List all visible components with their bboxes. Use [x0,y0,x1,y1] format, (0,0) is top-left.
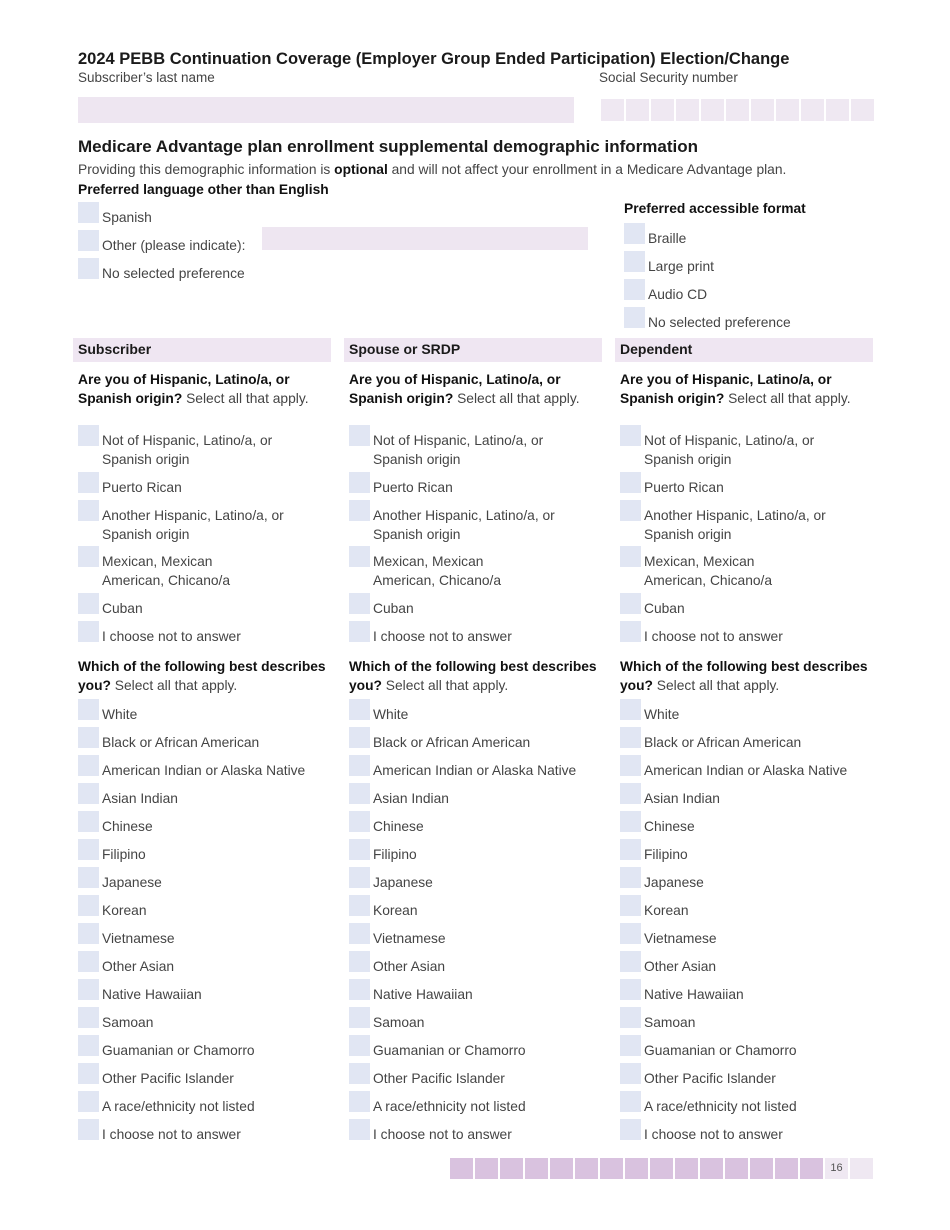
question-bold: Which of the following best describes you? [620,659,868,693]
race-option[interactable] [349,957,602,985]
checkbox[interactable] [78,258,99,279]
option-label: Native Hawaiian [102,987,202,1002]
option-label: Native Hawaiian [373,987,473,1002]
race-option[interactable] [78,1013,331,1041]
option-label: Chinese [102,819,153,834]
race-option[interactable] [349,789,602,817]
hispanic-option[interactable] [620,506,873,552]
ssn-digit-box[interactable] [826,99,849,121]
option-label: Mexican, Mexican American, Chicano/a [373,554,502,588]
option-label: Another Hispanic, Latino/a, or Spanish origin [102,508,284,542]
option-label: Vietnamese [102,931,175,946]
checkbox[interactable] [78,500,99,521]
race-option[interactable] [78,1069,331,1097]
option-label: Filipino [102,847,146,862]
checkbox[interactable] [78,472,99,493]
checkbox[interactable] [349,621,370,642]
checkbox[interactable] [349,546,370,567]
race-option[interactable] [78,901,331,929]
checkbox[interactable] [78,1063,99,1084]
checkbox[interactable] [624,251,645,272]
checkbox[interactable] [78,1007,99,1028]
checkbox[interactable] [620,1063,641,1084]
footer-block [625,1158,648,1179]
option-label: A race/ethnicity not listed [644,1099,797,1114]
intro-text: Providing this demographic information is [78,162,335,177]
option-label: Native Hawaiian [644,987,744,1002]
footer-block [800,1158,823,1179]
option-label: Korean [102,903,147,918]
column-dependent [615,338,873,1153]
hispanic-options [615,431,873,655]
subscriber-last-name-label: Subscriber’s last name [78,70,215,85]
race-option[interactable] [349,1125,602,1153]
hispanic-option[interactable] [349,478,602,506]
option-label: No selected preference [648,315,791,330]
hispanic-option[interactable] [620,478,873,506]
race-option[interactable] [349,705,602,733]
race-option[interactable] [620,789,873,817]
hispanic-option[interactable] [78,431,331,478]
option-label: Filipino [644,847,688,862]
option-label: Japanese [373,875,433,890]
option-label: A race/ethnicity not listed [373,1099,526,1114]
option-label: Cuban [102,601,143,616]
option-label: American Indian or Alaska Native [373,763,577,778]
question-bold: Are you of Hispanic, Latino/a, or Spanish origin? [78,372,290,406]
ssn-field[interactable] [601,99,874,121]
checkbox[interactable] [78,230,99,251]
race-option[interactable] [620,817,873,845]
footer-block [850,1158,873,1179]
checkbox[interactable] [78,1119,99,1140]
race-option[interactable] [620,985,873,1013]
ssn-digit-box[interactable] [851,99,874,121]
option-label: Korean [373,903,418,918]
option-label: Not of Hispanic, Latino/a, or Spanish origin [644,433,815,467]
hispanic-option[interactable] [620,599,873,627]
page-number: 16 [825,1158,848,1179]
ssn-digit-box[interactable] [751,99,774,121]
ssn-digit-box[interactable] [726,99,749,121]
option-label: I choose not to answer [644,1127,783,1142]
footer-block [500,1158,523,1179]
checkbox[interactable] [624,223,645,244]
checkbox[interactable] [78,1091,99,1112]
race-options [73,705,331,1153]
checkbox[interactable] [624,279,645,300]
option-label: Other (please indicate): [102,238,246,253]
option-label: Black or African American [102,735,260,750]
race-option[interactable] [620,929,873,957]
checkbox[interactable] [349,727,370,748]
checkbox[interactable] [620,923,641,944]
footer-block [475,1158,498,1179]
question-rest: Select all that apply. [724,391,851,406]
option-label: Asian Indian [644,791,720,806]
checkbox[interactable] [620,425,641,446]
column-spouse [344,338,602,1153]
hispanic-option[interactable] [620,552,873,599]
footer-block [575,1158,598,1179]
race-option[interactable] [78,789,331,817]
footer-block [700,1158,723,1179]
option-label: Guamanian or Chamorro [102,1043,255,1058]
checkbox[interactable] [624,307,645,328]
checkbox[interactable] [620,1119,641,1140]
option-label: Asian Indian [102,791,178,806]
option-label: Mexican, Mexican American, Chicano/a [644,554,773,588]
race-question [615,657,873,695]
footer-block [675,1158,698,1179]
footer-block [775,1158,798,1179]
race-option[interactable] [78,873,331,901]
hispanic-option[interactable] [349,431,602,478]
checkbox[interactable] [349,979,370,1000]
option-label: Guamanian or Chamorro [373,1043,526,1058]
race-option[interactable] [620,733,873,761]
race-option[interactable] [78,761,331,789]
question-bold: Which of the following best describes you? [78,659,326,693]
race-option[interactable] [78,985,331,1013]
race-option[interactable] [620,1041,873,1069]
language-option-other[interactable] [78,236,245,264]
checkbox[interactable] [620,783,641,804]
race-option[interactable] [78,1125,331,1153]
section-intro [78,162,786,177]
question-rest: Select all that apply. [182,391,309,406]
checkbox[interactable] [349,923,370,944]
checkbox[interactable] [78,699,99,720]
format-option-audio-cd[interactable] [624,285,791,313]
checkbox[interactable] [349,472,370,493]
race-option[interactable] [620,1125,873,1153]
option-label: I choose not to answer [102,1127,241,1142]
question-rest: Select all that apply. [110,678,238,693]
option-label: Korean [644,903,689,918]
checkbox[interactable] [620,1007,641,1028]
option-label: Guamanian or Chamorro [644,1043,797,1058]
option-label: Asian Indian [373,791,449,806]
checkbox[interactable] [620,1035,641,1056]
option-label: Other Pacific Islander [644,1071,776,1086]
ssn-label: Social Security number [599,70,738,85]
checkbox[interactable] [78,727,99,748]
checkbox[interactable] [78,546,99,567]
option-label: White [644,707,680,722]
checkbox[interactable] [349,867,370,888]
hispanic-option[interactable] [349,627,602,655]
race-option[interactable] [620,901,873,929]
checkbox[interactable] [349,951,370,972]
option-label: Other Asian [644,959,717,974]
hispanic-option[interactable] [349,506,602,552]
footer-block [725,1158,748,1179]
checkbox[interactable] [78,202,99,223]
hispanic-options [73,431,331,655]
race-option[interactable] [349,817,602,845]
option-label: Cuban [644,601,685,616]
checkbox[interactable] [620,895,641,916]
checkbox[interactable] [78,867,99,888]
format-options [624,229,791,341]
race-option[interactable] [78,929,331,957]
checkbox[interactable] [620,1091,641,1112]
column-header: Subscriber [73,338,331,362]
question-rest: Select all that apply. [453,391,580,406]
race-option[interactable] [620,761,873,789]
hispanic-option[interactable] [349,599,602,627]
language-heading: Preferred language other than English [78,182,329,197]
option-label: American Indian or Alaska Native [102,763,306,778]
hispanic-option[interactable] [620,627,873,655]
question-rest: Select all that apply. [381,678,509,693]
checkbox[interactable] [78,621,99,642]
subscriber-last-name-field[interactable] [78,97,574,123]
checkbox[interactable] [349,1035,370,1056]
option-label: Mexican, Mexican American, Chicano/a [102,554,231,588]
checkbox[interactable] [349,500,370,521]
checkbox[interactable] [620,593,641,614]
option-label: Large print [648,259,714,274]
checkbox[interactable] [78,839,99,860]
ssn-digit-box[interactable] [776,99,799,121]
hispanic-option[interactable] [78,599,331,627]
ssn-digit-box[interactable] [601,99,624,121]
race-option[interactable] [620,1013,873,1041]
section-heading: Medicare Advantage plan enrollment supplemental demographic information [78,137,698,156]
option-label: Audio CD [648,287,708,302]
option-label: Other Asian [373,959,446,974]
checkbox[interactable] [620,839,641,860]
hispanic-option[interactable] [78,552,331,599]
checkbox[interactable] [78,755,99,776]
checkbox[interactable] [349,1091,370,1112]
format-heading: Preferred accessible format [624,201,806,216]
race-option[interactable] [78,817,331,845]
checkbox[interactable] [620,979,641,1000]
race-option[interactable] [78,705,331,733]
checkbox[interactable] [620,472,641,493]
option-label: Another Hispanic, Latino/a, or Spanish origin [644,508,826,542]
checkbox[interactable] [78,811,99,832]
option-label: Chinese [373,819,424,834]
race-option[interactable] [620,845,873,873]
race-option[interactable] [349,733,602,761]
option-label: Another Hispanic, Latino/a, or Spanish origin [373,508,555,542]
option-label: Vietnamese [373,931,446,946]
format-option-braille[interactable] [624,229,791,257]
option-label: Puerto Rican [102,480,182,495]
checkbox[interactable] [349,895,370,916]
ssn-digit-box[interactable] [626,99,649,121]
question-rest: Select all that apply. [652,678,780,693]
option-label: Samoan [644,1015,696,1030]
hispanic-option[interactable] [620,431,873,478]
checkbox[interactable] [78,1035,99,1056]
race-option[interactable] [349,845,602,873]
race-option[interactable] [349,761,602,789]
option-label: Spanish [102,210,152,225]
language-option-no-preference[interactable] [78,264,245,292]
option-label: I choose not to answer [644,629,783,644]
race-option[interactable] [349,1013,602,1041]
option-label: Not of Hispanic, Latino/a, or Spanish origin [102,433,273,467]
option-label: Puerto Rican [644,480,724,495]
option-label: Black or African American [644,735,802,750]
checkbox[interactable] [620,621,641,642]
option-label: Puerto Rican [373,480,453,495]
column-header: Spouse or SRDP [344,338,602,362]
option-label: Samoan [102,1015,154,1030]
footer-block [450,1158,473,1179]
ssn-digit-box[interactable] [801,99,824,121]
checkbox[interactable] [620,867,641,888]
race-option[interactable] [78,1041,331,1069]
option-label: No selected preference [102,266,245,281]
option-label: Not of Hispanic, Latino/a, or Spanish origin [373,433,544,467]
race-option[interactable] [349,985,602,1013]
race-option[interactable] [620,1097,873,1125]
checkbox[interactable] [349,1119,370,1140]
race-option[interactable] [620,1069,873,1097]
option-label: Other Pacific Islander [102,1071,234,1086]
checkbox[interactable] [349,839,370,860]
checkbox[interactable] [349,425,370,446]
option-label: I choose not to answer [373,1127,512,1142]
option-label: Black or African American [373,735,531,750]
hispanic-option[interactable] [78,627,331,655]
option-label: American Indian or Alaska Native [644,763,848,778]
checkbox[interactable] [78,425,99,446]
footer-block [525,1158,548,1179]
checkbox[interactable] [78,895,99,916]
race-option[interactable] [349,1069,602,1097]
race-option[interactable] [620,705,873,733]
format-option-large-print[interactable] [624,257,791,285]
race-option[interactable] [78,733,331,761]
race-option[interactable] [78,845,331,873]
footer-block [600,1158,623,1179]
option-label: White [373,707,409,722]
ssn-digit-box[interactable] [676,99,699,121]
intro-text-end: and will not affect your enrollment in a Medicare Advantage plan. [387,162,787,177]
option-label: Chinese [644,819,695,834]
hispanic-question [344,370,602,408]
question-bold: Are you of Hispanic, Latino/a, or Spanish origin? [349,372,561,406]
checkbox[interactable] [620,951,641,972]
checkbox[interactable] [620,755,641,776]
race-question [344,657,602,695]
option-label: A race/ethnicity not listed [102,1099,255,1114]
checkbox[interactable] [349,1007,370,1028]
checkbox[interactable] [620,699,641,720]
option-label: Braille [648,231,687,246]
checkbox[interactable] [78,923,99,944]
checkbox[interactable] [349,783,370,804]
intro-emphasis: optional [334,162,388,177]
checkbox[interactable] [620,727,641,748]
option-label: Japanese [644,875,704,890]
race-options [615,705,873,1153]
race-option[interactable] [349,1097,602,1125]
checkbox[interactable] [349,699,370,720]
option-label: I choose not to answer [102,629,241,644]
race-option[interactable] [349,1041,602,1069]
race-options [344,705,602,1153]
footer-block [650,1158,673,1179]
option-label: Other Pacific Islander [373,1071,505,1086]
hispanic-option[interactable] [78,478,331,506]
question-bold: Which of the following best describes you? [349,659,597,693]
race-option[interactable] [620,873,873,901]
language-option-spanish[interactable] [78,208,245,236]
race-option[interactable] [620,957,873,985]
checkbox[interactable] [349,1063,370,1084]
race-option[interactable] [349,873,602,901]
checkbox[interactable] [78,951,99,972]
hispanic-option[interactable] [78,506,331,552]
format-option-no-preference[interactable] [624,313,791,341]
footer-block [750,1158,773,1179]
hispanic-options [344,431,602,655]
option-label: I choose not to answer [373,629,512,644]
option-label: White [102,707,138,722]
hispanic-option[interactable] [349,552,602,599]
checkbox[interactable] [349,593,370,614]
race-option[interactable] [78,1097,331,1125]
checkbox[interactable] [78,783,99,804]
question-bold: Are you of Hispanic, Latino/a, or Spanish origin? [620,372,832,406]
option-label: Cuban [373,601,414,616]
race-option[interactable] [349,929,602,957]
checkbox[interactable] [620,546,641,567]
language-options [78,208,245,292]
checkbox[interactable] [620,500,641,521]
page-footer-bar [450,1158,873,1179]
checkbox[interactable] [78,979,99,1000]
race-option[interactable] [349,901,602,929]
form-title: 2024 PEBB Continuation Coverage (Employer Group Ended Participation) Election/Change [78,50,790,68]
footer-block [550,1158,573,1179]
option-label: Vietnamese [644,931,717,946]
checkbox[interactable] [620,811,641,832]
checkbox[interactable] [78,593,99,614]
race-option[interactable] [78,957,331,985]
column-subscriber [73,338,331,1153]
option-label: Samoan [373,1015,425,1030]
race-question [73,657,331,695]
checkbox[interactable] [349,811,370,832]
checkbox[interactable] [349,755,370,776]
option-label: Japanese [102,875,162,890]
hispanic-question [615,370,873,408]
other-language-input[interactable] [262,227,588,250]
option-label: Filipino [373,847,417,862]
ssn-digit-box[interactable] [651,99,674,121]
option-label: Other Asian [102,959,175,974]
hispanic-question [73,370,331,408]
column-header: Dependent [615,338,873,362]
ssn-digit-box[interactable] [701,99,724,121]
